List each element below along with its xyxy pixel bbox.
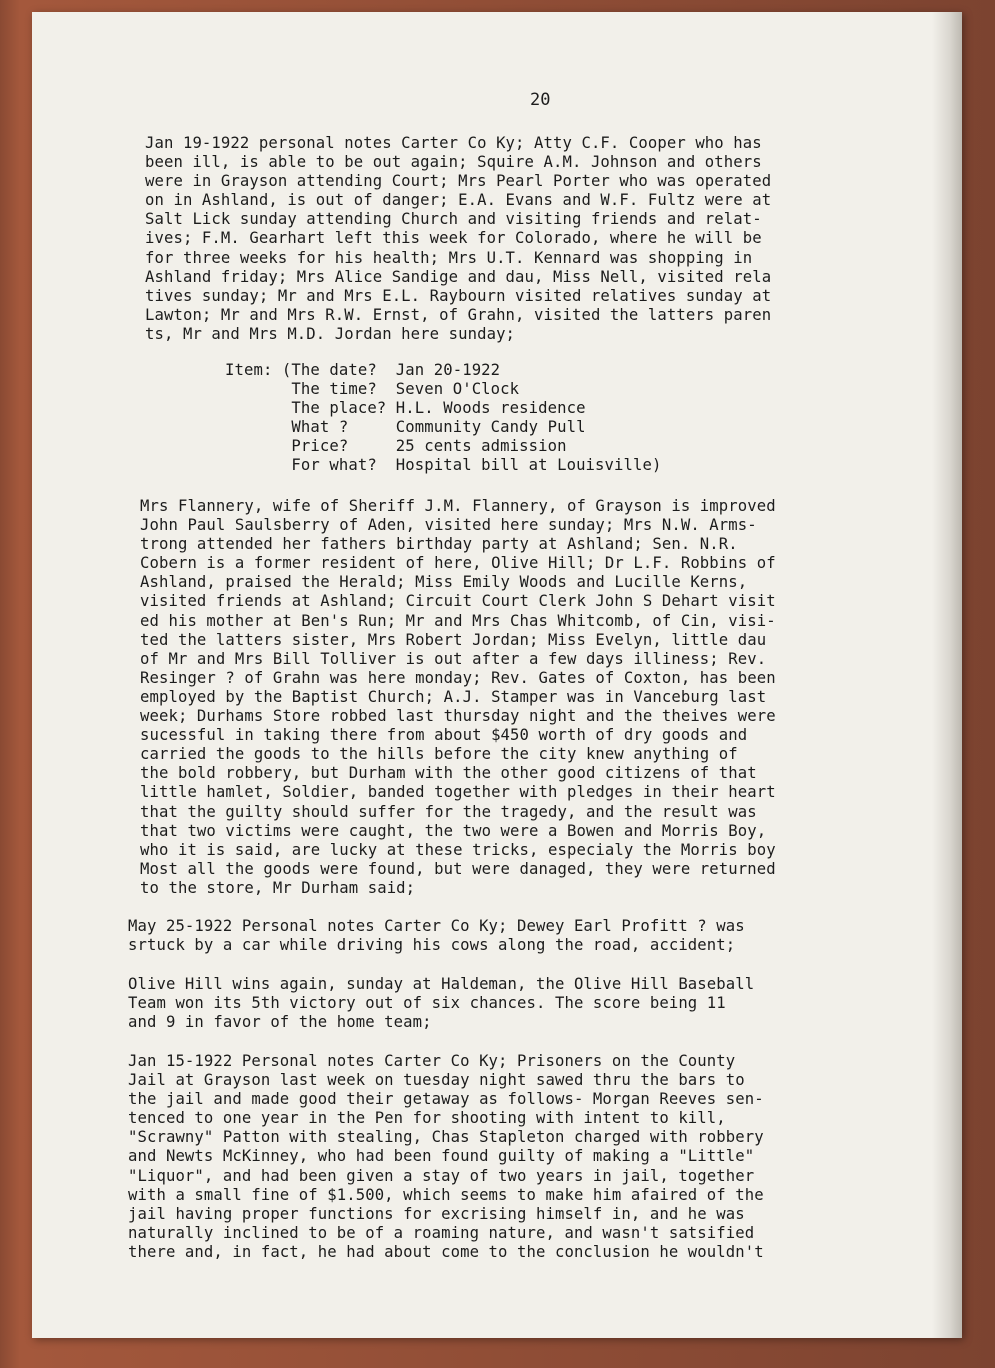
text-line: ed his mother at Ben's Run; Mr and Mrs Chas Whitcomb, of Cin, visi- <box>140 611 776 630</box>
text-line: visited friends at Ashland; Circuit Court Clerk John S Dehart visit <box>140 592 776 611</box>
text-line: "Liquor", and had been given a stay of two years in jail, together <box>128 1166 755 1185</box>
text-line: Item: (The date? Jan 20-1922 <box>225 361 501 379</box>
text-line: Resinger ? of Grahn was here monday; Rev. Gates of Coxton, has been <box>140 668 776 687</box>
page-number: 20 <box>530 90 551 110</box>
candy-pull-item <box>225 361 661 476</box>
text-line: srtuck by a car while driving his cows along the road, accident; <box>128 936 736 955</box>
text-line: Salt Lick sunday attending Church and visiting friends and relat- <box>145 210 762 229</box>
text-line: that two victims were caught, the two were a Bowen and Morris Boy, <box>140 821 767 840</box>
text-line: tives sunday; Mr and Mrs E.L. Raybourn visited relatives sunday at <box>145 286 772 305</box>
text-line: Lawton; Mr and Mrs R.W. Ernst, of Grahn, visited the latters paren <box>145 305 772 324</box>
text-line: for three weeks for his health; Mrs U.T. Kennard was shopping in <box>145 248 753 267</box>
text-line: of Mr and Mrs Bill Tolliver is out after a few days illiness; Rev. <box>140 649 767 668</box>
text-line: What ? Community Candy Pull <box>225 418 586 437</box>
text-line: Mrs Flannery, wife of Sheriff J.M. Flannery, of Grayson is improved <box>140 497 776 515</box>
text-line: Ashland friday; Mrs Alice Sandige and dau, Miss Nell, visited rela <box>145 267 772 286</box>
paragraph-flannery-notes <box>140 497 776 898</box>
text-line: May 25-1922 Personal notes Carter Co Ky; Dewey Earl Profitt ? was <box>128 917 745 935</box>
text-line: John Paul Saulsberry of Aden, visited here sunday; Mrs N.W. Arms- <box>140 516 757 535</box>
text-line: and 9 in favor of the home team; <box>128 1013 432 1032</box>
text-line: there and, in fact, he had about come to the conclusion he wouldn't <box>128 1242 764 1261</box>
text-line: ts, Mr and Mrs M.D. Jordan here sunday; <box>145 324 516 343</box>
paragraph-may-25-notes <box>128 917 745 955</box>
paragraph-jan-15-notes <box>128 1052 764 1262</box>
text-line: sucessful in taking there from about $450 worth of dry goods and <box>140 726 748 745</box>
text-line: and Newts McKinney, who had been found guilty of making a "Little" <box>128 1147 755 1166</box>
text-line: the jail and made good their getaway as follows- Morgan Reeves sen- <box>128 1090 764 1109</box>
text-line: the bold robbery, but Durham with the other good citizens of that <box>140 764 757 783</box>
paragraph-jan-19-notes <box>145 134 771 344</box>
text-line: Most all the goods were found, but were danaged, they were returned <box>140 859 776 878</box>
text-line: jail having proper functions for excrising himself in, and he was <box>128 1204 745 1223</box>
text-line: to the store, Mr Durham said; <box>140 878 416 897</box>
text-line: Olive Hill wins again, sunday at Haldeman, the Olive Hill Baseball <box>128 975 755 993</box>
text-line: on in Ashland, is out of danger; E.A. Evans and W.F. Fultz were at <box>145 191 772 210</box>
text-line: Ashland, praised the Herald; Miss Emily Woods and Lucille Kerns, <box>140 573 748 592</box>
text-line: employed by the Baptist Church; A.J. Stamper was in Vanceburg last <box>140 687 767 706</box>
text-line: naturally inclined to be of a roaming nature, and wasn't satsified <box>128 1223 755 1242</box>
text-line: who it is said, are lucky at these tricks, especialy the Morris boy <box>140 840 776 859</box>
text-line: little hamlet, Soldier, banded together with pledges in their heart <box>140 783 776 802</box>
text-line: ted the latters sister, Mrs Robert Jordan; Miss Evelyn, little dau <box>140 630 767 649</box>
text-line: Team won its 5th victory out of six chances. The score being 11 <box>128 994 726 1013</box>
text-line: The time? Seven O'Clock <box>225 380 520 399</box>
text-line: with a small fine of $1.500, which seems to make him afaired of the <box>128 1185 764 1204</box>
text-line: were in Grayson attending Court; Mrs Pearl Porter who was operated <box>145 172 772 191</box>
text-line: Jan 15-1922 Personal notes Carter Co Ky; Prisoners on the County <box>128 1052 736 1070</box>
text-line: trong attended her fathers birthday party at Ashland; Sen. N.R. <box>140 535 738 554</box>
text-line: "Scrawny" Patton with stealing, Chas Stapleton charged with robbery <box>128 1128 764 1147</box>
text-line: Jan 19-1922 personal notes Carter Co Ky; Atty C.F. Cooper who has <box>145 134 762 152</box>
text-line: Jail at Grayson last week on tuesday night sawed thru the bars to <box>128 1071 745 1090</box>
text-line: For what? Hospital bill at Louisville) <box>225 456 662 475</box>
paragraph-baseball <box>128 975 754 1032</box>
text-line: week; Durhams Store robbed last thursday night and the theives were <box>140 707 776 726</box>
text-line: carried the goods to the hills before the city knew anything of <box>140 745 738 764</box>
text-line: been ill, is able to be out again; Squire A.M. Johnson and others <box>145 153 762 172</box>
text-line: tenced to one year in the Pen for shooting with intent to kill, <box>128 1109 726 1128</box>
text-line: that the guilty should suffer for the tragedy, and the result was <box>140 802 757 821</box>
text-line: Cobern is a former resident of here, Olive Hill; Dr L.F. Robbins of <box>140 554 776 573</box>
page-edge <box>932 12 962 1338</box>
text-line: Price? 25 cents admission <box>225 437 567 456</box>
text-line: ives; F.M. Gearhart left this week for Colorado, where he will be <box>145 229 762 248</box>
text-line: The place? H.L. Woods residence <box>225 399 586 418</box>
